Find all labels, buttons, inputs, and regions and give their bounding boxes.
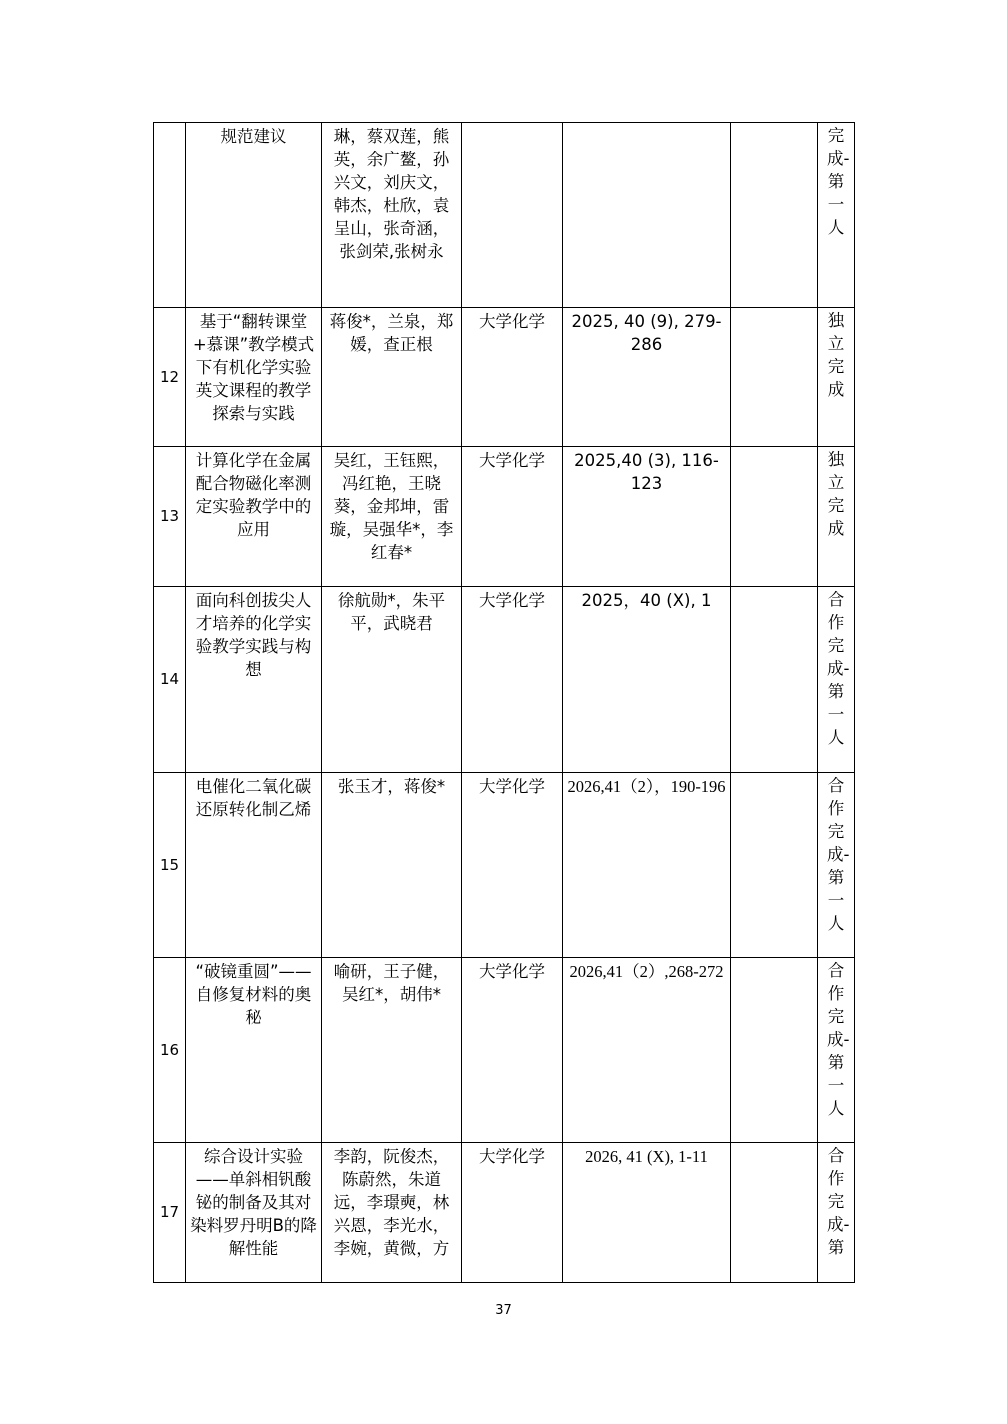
blank-cell: [731, 773, 818, 958]
completion-status-cell: [818, 123, 855, 308]
row-number: 17: [154, 1143, 186, 1283]
paper-authors: 蒋俊*，兰泉，郑媛，查正根: [322, 308, 462, 447]
table-row: [154, 773, 855, 958]
volume-pages: 2025,40 (3), 116-123: [563, 447, 731, 587]
paper-authors: 徐航勋*，朱平平，武晓君: [322, 587, 462, 773]
page-number: 37: [495, 1303, 512, 1318]
paper-authors: 喻研，王子健，吴红*，胡伟*: [322, 958, 462, 1143]
table-row: [154, 1143, 855, 1283]
row-number: [154, 123, 186, 308]
journal-name: 大学化学: [462, 587, 563, 773]
journal-name: 大学化学: [462, 447, 563, 587]
volume-pages: 2026,41（2），190-196: [563, 773, 731, 958]
table-row: [154, 447, 855, 587]
paper-title: 基于“翻转课堂+慕课”教学模式下有机化学实验英文课程的教学探索与实践: [186, 308, 322, 447]
completion-status: 合作完成-第一人: [827, 590, 850, 747]
blank-cell: [731, 447, 818, 587]
row-number: 12: [154, 308, 186, 447]
blank-cell: [731, 587, 818, 773]
completion-status: 合作完成-第一人: [827, 776, 850, 933]
volume-pages: [563, 123, 731, 308]
journal-name: 大学化学: [462, 308, 563, 447]
paper-title: 电催化二氧化碳还原转化制乙烯: [186, 773, 322, 958]
paper-title: 面向科创拔尖人才培养的化学实验教学实践与构想: [186, 587, 322, 773]
blank-cell: [731, 123, 818, 308]
completion-status-cell: [818, 1143, 855, 1283]
row-number: 16: [154, 958, 186, 1143]
completion-status: 合作完成-第一人: [827, 961, 850, 1118]
completion-status-cell: [818, 308, 855, 447]
table-row: [154, 587, 855, 773]
volume-pages: 2025，40 (X), 1: [563, 587, 731, 773]
row-number: 14: [154, 587, 186, 773]
journal-name: 大学化学: [462, 773, 563, 958]
completion-status: 独立完成: [827, 450, 845, 538]
paper-title: “破镜重圆”——自修复材料的奥秘: [186, 958, 322, 1143]
paper-title: 计算化学在金属配合物磁化率测定实验教学中的应用: [186, 447, 322, 587]
completion-status-cell: [818, 447, 855, 587]
blank-cell: [731, 958, 818, 1143]
volume-pages: 2026,41（2）,268-272: [563, 958, 731, 1143]
blank-cell: [731, 308, 818, 447]
completion-status-cell: [818, 958, 855, 1143]
journal-name: 大学化学: [462, 1143, 563, 1283]
journal-name: 大学化学: [462, 958, 563, 1143]
completion-status: 独立完成: [827, 311, 845, 399]
paper-title: 规范建议: [186, 123, 322, 308]
paper-authors: 琳，蔡双莲，熊英，余广鳌，孙兴文，刘庆文，韩杰，杜欣，袁呈山，张奇涵，张剑荣,张树永: [322, 123, 462, 308]
row-number: 15: [154, 773, 186, 958]
paper-authors: 李韵，阮俊杰，陈蔚然，朱道远，李璟奭，林兴恩，李光水，李婉，黄微，方: [322, 1143, 462, 1283]
journal-name: [462, 123, 563, 308]
completion-status-cell: [818, 587, 855, 773]
volume-pages: 2026, 41 (X), 1-11: [563, 1143, 731, 1283]
table-row: [154, 308, 855, 447]
completion-status: 完成-第一人: [827, 126, 850, 237]
completion-status: 合作完成-第: [827, 1146, 850, 1257]
table-row: [154, 123, 855, 308]
blank-cell: [731, 1143, 818, 1283]
row-number: 13: [154, 447, 186, 587]
publications-table: [153, 122, 855, 1283]
paper-title: 综合设计实验——单斜相钒酸铋的制备及其对染料罗丹明B的降解性能: [186, 1143, 322, 1283]
table-row: [154, 958, 855, 1143]
volume-pages: 2025, 40 (9), 279-286: [563, 308, 731, 447]
completion-status-cell: [818, 773, 855, 958]
paper-authors: 吴红，王钰熙，冯红艳，王晓葵，金邦坤，雷璇，吴强华*，李红春*: [322, 447, 462, 587]
paper-authors: 张玉才，蒋俊*: [322, 773, 462, 958]
